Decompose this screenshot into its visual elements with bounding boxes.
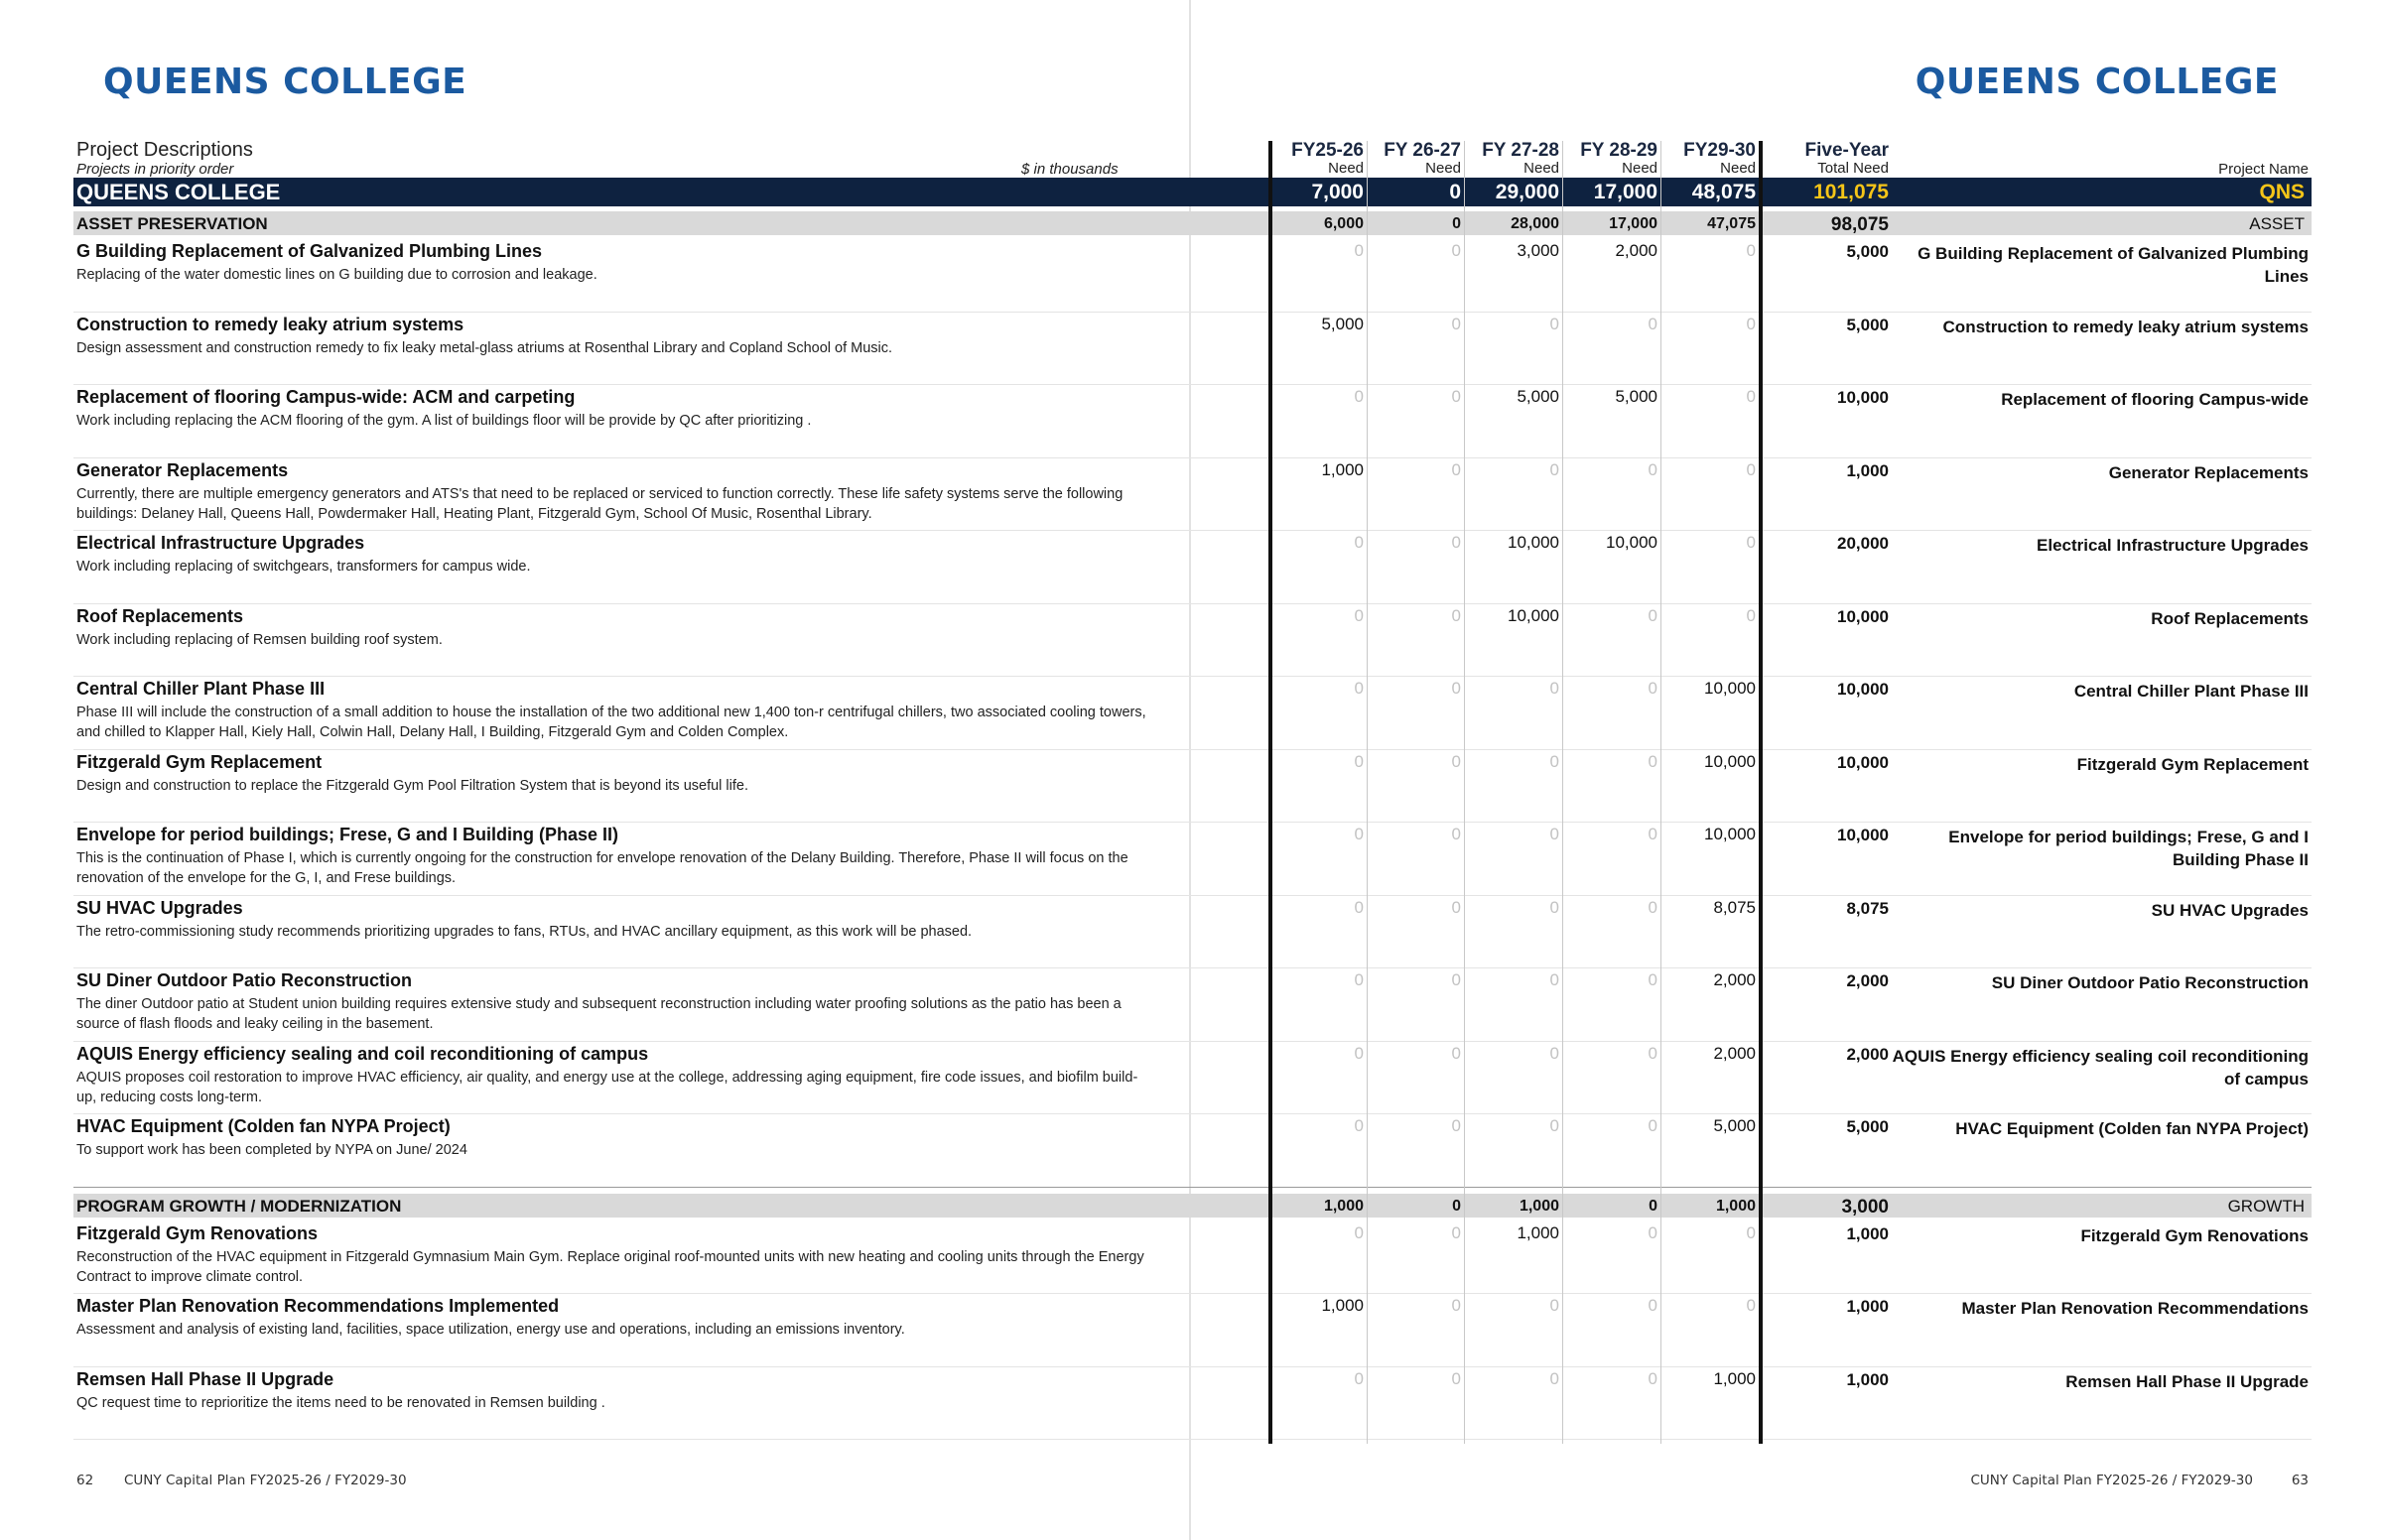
- project-name: Electrical Infrastructure Upgrades: [2037, 536, 2309, 555]
- fy-value: 0: [1746, 459, 1756, 479]
- project-description: Design assessment and construction remedy to fix leaky metal-glass atriums at Rosenthal Library and Copland School of Music.: [76, 339, 893, 356]
- fy-value: 0: [1746, 605, 1756, 625]
- column-header-label: Five-Year: [1804, 140, 1889, 161]
- fy-value: 0: [1549, 314, 1559, 333]
- fy-value: 17,000: [1609, 215, 1657, 232]
- column-header: [1362, 141, 1461, 177]
- fy-value: 0: [1451, 533, 1461, 552]
- fy-value: 0: [1354, 387, 1364, 406]
- fy-value: 0: [1451, 1043, 1461, 1063]
- fy-value: 0: [1354, 1116, 1364, 1135]
- project-name: G Building Replacement of Galvanized Plumbing Lines: [1918, 244, 2309, 286]
- fy-value: 1,000: [1321, 1296, 1364, 1315]
- project-description: To support work has been completed by NYPA on June/ 2024: [76, 1142, 467, 1158]
- college-total-row: [73, 178, 2312, 206]
- fy-value: 0: [1451, 751, 1461, 771]
- fy-value: 0: [1549, 897, 1559, 917]
- project-title: Central Chiller Plant Phase III: [76, 679, 326, 699]
- project-title: Replacement of flooring Campus-wide: ACM and carpeting: [76, 387, 576, 407]
- header-project-descriptions: Project Descriptions: [76, 139, 253, 161]
- row-divider: [73, 1041, 2312, 1042]
- header-priority-order: Projects in priority order: [76, 161, 234, 178]
- row-divider: [73, 530, 2312, 531]
- fy-value: 8,075: [1713, 897, 1756, 917]
- fy-value: 10,000: [1704, 825, 1756, 843]
- fy-value: 0: [1452, 215, 1461, 232]
- fy-value: 0: [1746, 241, 1756, 260]
- project-title: SU Diner Outdoor Patio Reconstruction: [76, 970, 413, 990]
- project-name: Envelope for period buildings; Frese, G and I Building Phase II: [1948, 828, 2309, 869]
- column-header-label: FY 27-28: [1482, 140, 1559, 161]
- fy-value: 1,000: [1715, 1197, 1756, 1215]
- five-year-total: 98,075: [1830, 214, 1889, 235]
- header-units: $ in thousands: [1021, 161, 1119, 178]
- fy-value: 0: [1451, 897, 1461, 917]
- fy-value: 0: [1648, 970, 1657, 989]
- project-title: SU HVAC Upgrades: [76, 897, 243, 918]
- fy-value: 0: [1648, 1116, 1657, 1135]
- project-title: Generator Replacements: [76, 459, 289, 480]
- project-name: Fitzgerald Gym Renovations: [2080, 1225, 2309, 1245]
- fy-value: 48,075: [1691, 181, 1756, 203]
- project-title: AQUIS Energy efficiency sealing and coil reconditioning of campus: [76, 1043, 649, 1064]
- fy-value: 10,000: [1606, 533, 1657, 552]
- column-header-sub: Need: [1720, 160, 1756, 177]
- section-header-row: [73, 211, 2312, 235]
- five-year-total: 1,000: [1846, 1297, 1889, 1316]
- fy-value: 0: [1451, 241, 1461, 260]
- column-header-sub: Need: [1523, 160, 1559, 177]
- fy-value: 0: [1451, 459, 1461, 479]
- fy-value: 2,000: [1713, 970, 1756, 989]
- column-border: [1759, 141, 1763, 1444]
- column-border: [1367, 141, 1368, 1444]
- fy-value: 0: [1746, 1296, 1756, 1315]
- project-title: Fitzgerald Gym Renovations: [76, 1222, 319, 1243]
- project-description: The retro-commissioning study recommends prioritizing upgrades to fans, RTUs, and HVAC ancillary equipment, as this work will be phased.: [76, 923, 973, 940]
- fy-value: 0: [1549, 751, 1559, 771]
- row-divider: [73, 384, 2312, 385]
- project-description: QC request time to reprioritize the items need to be renovated in Remsen building .: [76, 1394, 605, 1411]
- project-title: G Building Replacement of Galvanized Plumbing Lines: [76, 241, 543, 261]
- page-title-left: QUEENS COLLEGE: [103, 62, 467, 102]
- fy-value: 0: [1354, 751, 1364, 771]
- project-title: Remsen Hall Phase II Upgrade: [76, 1368, 334, 1389]
- project-name: Remsen Hall Phase II Upgrade: [2065, 1371, 2309, 1391]
- fy-value: 0: [1648, 459, 1657, 479]
- fy-value: 17,000: [1593, 181, 1657, 203]
- fy-value: 5,000: [1517, 387, 1559, 406]
- project-name: SU HVAC Upgrades: [2151, 900, 2309, 920]
- project-title: Envelope for period buildings; Frese, G and I Building (Phase II): [76, 825, 619, 844]
- fy-value: 0: [1354, 241, 1364, 260]
- project-description: Design and construction to replace the Fitzgerald Gym Pool Filtration System that is beyond its useful life.: [76, 777, 748, 794]
- fy-value: 47,075: [1707, 215, 1756, 232]
- section-short-name: GROWTH: [2227, 1196, 2305, 1216]
- fy-value: 0: [1354, 970, 1364, 989]
- column-header: [1750, 141, 1889, 177]
- column-header-sub: Total Need: [1817, 160, 1889, 177]
- project-title: HVAC Equipment (Colden fan NYPA Project): [76, 1116, 451, 1136]
- fy-value: 0: [1451, 605, 1461, 625]
- project-name: AQUIS Energy efficiency sealing coil reconditioning of campus: [1892, 1046, 2309, 1089]
- fy-value: 5,000: [1321, 314, 1364, 333]
- column-header: [1450, 141, 1559, 177]
- row-divider: [73, 676, 2312, 677]
- fy-value: 0: [1648, 751, 1657, 771]
- project-name: Fitzgerald Gym Replacement: [2076, 754, 2309, 774]
- project-title: Construction to remedy leaky atrium systems: [76, 314, 464, 334]
- fy-value: 2,000: [1713, 1043, 1756, 1063]
- row-divider: [73, 749, 2312, 750]
- fy-value: 10,000: [1704, 679, 1756, 698]
- fy-value: 10,000: [1508, 533, 1559, 552]
- project-name: Generator Replacements: [2108, 462, 2309, 482]
- project-description: Currently, there are multiple emergency generators and ATS's that need to be replaced or serviced to function correctly. These life safety systems serve the following buildings: Delaney Hall, Queens Hall, Powdermaker Hall, Heating Plant, Fitzgerald Gym, School Of Music, Rosenthal Library.: [76, 485, 1124, 522]
- fy-value: 0: [1648, 1368, 1657, 1388]
- fy-value: 0: [1648, 1222, 1657, 1242]
- project-name: Construction to remedy leaky atrium systems: [1942, 317, 2309, 336]
- five-year-total: 1,000: [1846, 1369, 1889, 1389]
- fy-value: 0: [1746, 533, 1756, 552]
- project-description: This is the continuation of Phase I, which is currently ongoing for the construction for envelope renovation of the Delany Building. Therefore, Phase II will focus on the renovation of the envelope for the G, I, and Frese buildings.: [76, 850, 1128, 886]
- fy-value: 0: [1549, 1043, 1559, 1063]
- fy-value: 7,000: [1311, 181, 1364, 203]
- fy-value: 0: [1549, 679, 1559, 698]
- fy-value: 0: [1648, 825, 1657, 843]
- column-header-label: FY 26-27: [1384, 140, 1461, 161]
- five-year-total: 10,000: [1837, 826, 1889, 844]
- fy-value: 0: [1648, 314, 1657, 333]
- header-project-name: Project Name: [2218, 161, 2309, 178]
- fy-value: 0: [1354, 1222, 1364, 1242]
- five-year-total: 20,000: [1837, 534, 1889, 553]
- fy-value: 0: [1451, 1116, 1461, 1135]
- fy-value: 1,000: [1519, 1197, 1559, 1215]
- project-description: AQUIS proposes coil restoration to improve HVAC efficiency, air quality, and energy use at the college, addressing aging equipment, fire code issues, and biofilm build-up, reducing costs long-term.: [76, 1069, 1138, 1105]
- column-header: [1548, 141, 1657, 177]
- fy-value: 0: [1648, 1043, 1657, 1063]
- fy-value: 0: [1451, 1368, 1461, 1388]
- column-header-sub: Need: [1425, 160, 1461, 177]
- college-total-label: QUEENS COLLEGE: [76, 180, 281, 204]
- fy-value: 0: [1451, 970, 1461, 989]
- fy-value: 1,000: [1323, 1197, 1364, 1215]
- fy-value: 0: [1648, 1296, 1657, 1315]
- fy-value: 1,000: [1517, 1222, 1559, 1242]
- fy-value: 6,000: [1323, 215, 1364, 232]
- five-year-total: 2,000: [1846, 1044, 1889, 1064]
- fy-value: 1,000: [1321, 459, 1364, 479]
- fy-value: 0: [1451, 314, 1461, 333]
- fy-value: 10,000: [1704, 751, 1756, 771]
- fy-value: 0: [1354, 533, 1364, 552]
- row-divider: [73, 1293, 2312, 1294]
- five-year-total: 5,000: [1846, 242, 1889, 261]
- fy-value: 0: [1451, 1296, 1461, 1315]
- fy-value: 10,000: [1508, 605, 1559, 625]
- five-year-total: 10,000: [1837, 752, 1889, 772]
- project-name: Replacement of flooring Campus-wide: [2001, 390, 2309, 409]
- fy-value: 0: [1648, 605, 1657, 625]
- fy-value: 1,000: [1713, 1368, 1756, 1388]
- fy-value: 0: [1649, 1197, 1657, 1215]
- fy-value: 0: [1549, 1368, 1559, 1388]
- project-name: Roof Replacements: [2151, 608, 2309, 628]
- row-divider: [73, 1187, 2312, 1188]
- project-description: Work including replacing of switchgears, transformers for campus wide.: [76, 559, 531, 575]
- fy-value: 5,000: [1615, 387, 1657, 406]
- section-label: PROGRAM GROWTH / MODERNIZATION: [76, 1196, 402, 1216]
- column-header-label: FY 28-29: [1580, 140, 1657, 161]
- row-divider: [73, 1113, 2312, 1114]
- project-description: The diner Outdoor patio at Student union building requires extensive study and subsequent reconstruction including water proofing solutions as the patio has been a source of flash floods and leaky ceiling in the basement.: [76, 996, 1122, 1032]
- five-year-total: 101,075: [1813, 181, 1889, 203]
- column-header: [1647, 141, 1756, 177]
- project-name: Central Chiller Plant Phase III: [2073, 682, 2309, 701]
- fy-value: 0: [1354, 605, 1364, 625]
- row-divider: [73, 895, 2312, 896]
- section-short-name: ASSET: [2249, 214, 2305, 233]
- fy-value: 0: [1354, 1368, 1364, 1388]
- fy-value: 28,000: [1511, 215, 1559, 232]
- column-border: [1660, 141, 1661, 1444]
- section-label: ASSET PRESERVATION: [76, 214, 268, 233]
- footer-text-left: CUNY Capital Plan FY2025-26 / FY2029-30: [124, 1473, 407, 1488]
- footer-page-number-left: 62: [76, 1473, 94, 1488]
- five-year-total: 10,000: [1837, 388, 1889, 407]
- fy-value: 0: [1549, 1116, 1559, 1135]
- project-name: HVAC Equipment (Colden fan NYPA Project): [1955, 1119, 2309, 1138]
- fy-value: 0: [1746, 387, 1756, 406]
- five-year-total: 1,000: [1846, 1223, 1889, 1243]
- project-description: Work including replacing the ACM flooring of the gym. A list of buildings floor will be provide by QC after prioritizing .: [76, 413, 812, 429]
- footer-page-number-right: 63: [2291, 1473, 2309, 1488]
- fy-value: 0: [1746, 314, 1756, 333]
- five-year-total: 10,000: [1837, 680, 1889, 699]
- fy-value: 29,000: [1495, 181, 1559, 203]
- fy-value: 0: [1648, 897, 1657, 917]
- column-border: [1464, 141, 1465, 1444]
- fy-value: 0: [1549, 825, 1559, 843]
- fy-value: 5,000: [1713, 1116, 1756, 1135]
- project-description: Replacing of the water domestic lines on G building due to corrosion and leakage.: [76, 267, 597, 283]
- five-year-total: 5,000: [1846, 315, 1889, 334]
- five-year-total: 10,000: [1837, 606, 1889, 626]
- project-title: Roof Replacements: [76, 605, 244, 626]
- fy-value: 0: [1549, 459, 1559, 479]
- row-divider: [73, 967, 2312, 968]
- footer-text-right: CUNY Capital Plan FY2025-26 / FY2029-30: [1970, 1473, 2253, 1488]
- page-title-right: QUEENS COLLEGE: [1915, 62, 2279, 102]
- fy-value: 0: [1451, 679, 1461, 698]
- fy-value: 0: [1354, 897, 1364, 917]
- row-divider: [73, 822, 2312, 823]
- fy-value: 0: [1354, 825, 1364, 843]
- college-code: QNS: [2259, 181, 2305, 203]
- row-divider: [73, 312, 2312, 313]
- project-description: Assessment and analysis of existing land, facilities, space utilization, energy use and operations, including an emissions inventory.: [76, 1322, 905, 1338]
- fy-value: 0: [1451, 1222, 1461, 1242]
- fy-value: 0: [1549, 1296, 1559, 1315]
- five-year-total: 5,000: [1846, 1117, 1889, 1136]
- project-name: SU Diner Outdoor Patio Reconstruction: [1991, 973, 2309, 992]
- fy-value: 3,000: [1517, 241, 1559, 260]
- five-year-total: 8,075: [1846, 898, 1889, 918]
- fy-value: 0: [1451, 387, 1461, 406]
- fy-value: 0: [1354, 1043, 1364, 1063]
- fy-value: 0: [1451, 825, 1461, 843]
- project-title: Master Plan Renovation Recommendations Implemented: [76, 1296, 560, 1316]
- project-description: Work including replacing of Remsen building roof system.: [76, 631, 443, 648]
- row-divider: [73, 1366, 2312, 1367]
- fy-value: 0: [1648, 679, 1657, 698]
- project-name: Master Plan Renovation Recommendations: [1961, 1299, 2309, 1318]
- fy-value: 0: [1354, 679, 1364, 698]
- row-divider: [73, 457, 2312, 458]
- five-year-total: 1,000: [1846, 460, 1889, 480]
- column-header-sub: Need: [1622, 160, 1657, 177]
- project-title: Electrical Infrastructure Upgrades: [76, 533, 365, 553]
- column-border: [1562, 141, 1563, 1444]
- project-description: Phase III will include the construction of a small addition to house the installation of the two additional new 1,400 ton-r centrifugal chillers, two associated cooling towers, and chilled to Klapper Hall, Kiely Hall, Colwin Hall, Delany Hall, I Building, Fitzgerald Gym and Colden Complex.: [76, 705, 1146, 740]
- fy-value: 0: [1449, 181, 1461, 203]
- column-border: [1268, 141, 1272, 1444]
- fy-value: 0: [1452, 1197, 1461, 1215]
- column-header-label: FY25-26: [1291, 140, 1364, 161]
- fy-value: 0: [1549, 970, 1559, 989]
- five-year-total: 2,000: [1846, 971, 1889, 990]
- project-title: Fitzgerald Gym Replacement: [76, 751, 323, 772]
- five-year-total: 3,000: [1841, 1196, 1889, 1218]
- column-header-label: FY29-30: [1683, 140, 1756, 161]
- project-description: Reconstruction of the HVAC equipment in Fitzgerald Gymnasium Main Gym. Replace original roof-mounted units with new heating and cooling units through the Energy Contract to improve climate control.: [76, 1248, 1144, 1285]
- section-header-row: [73, 1194, 2312, 1218]
- column-header-sub: Need: [1328, 160, 1364, 177]
- fy-value: 0: [1746, 1222, 1756, 1242]
- fy-value: 2,000: [1615, 241, 1657, 260]
- row-divider: [73, 1439, 2312, 1440]
- row-divider: [73, 603, 2312, 604]
